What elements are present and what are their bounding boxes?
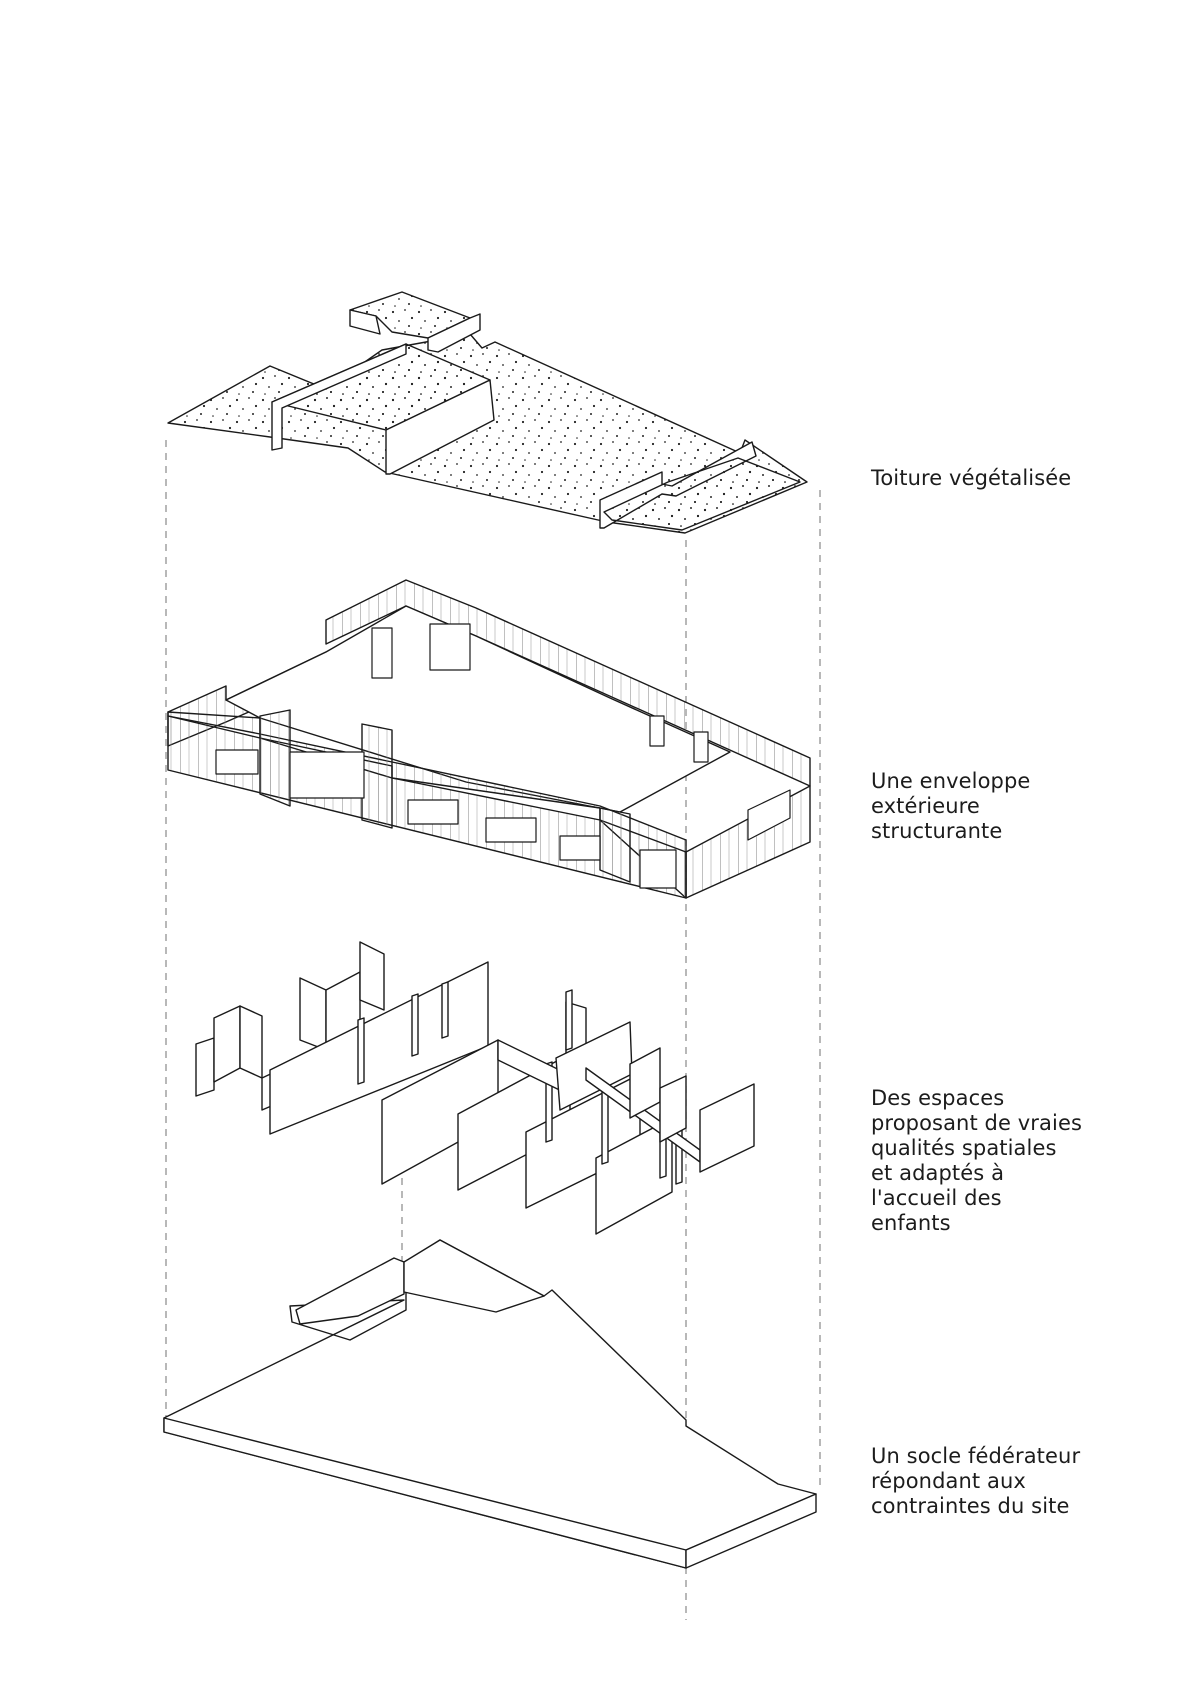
window [408,800,458,824]
partition-post [412,994,418,1056]
partition [300,978,326,1050]
label-envelope: Une enveloppe extérieure structurante [871,769,1031,843]
partition [700,1084,754,1172]
partition [630,1048,660,1118]
partition-post [358,1018,364,1084]
roof-layer [168,292,807,533]
envelope-right-wall [686,786,810,898]
envelope-layer [168,580,810,898]
partition-post [602,1088,608,1164]
window [216,750,258,774]
window [694,732,708,762]
partition [214,1006,240,1082]
partition-post [566,990,572,1050]
base-notch [296,1258,404,1324]
window [650,716,664,746]
envelope-tower-mid [362,724,392,828]
window [560,836,600,860]
window [290,752,364,798]
partition [196,1038,214,1096]
window [640,850,676,888]
partition [360,942,384,1010]
base-layer [164,1240,816,1568]
window [486,818,536,842]
window [430,624,470,670]
partition-post [442,982,448,1038]
window [372,628,392,678]
envelope-tower-right [600,808,630,882]
spaces-layer [196,942,754,1234]
label-roof: Toiture végétalisée [871,466,1072,490]
partition [240,1006,262,1078]
label-base: Un socle fédérateur répondant aux contraintes du site [871,1444,1081,1518]
label-spaces: Des espaces proposant de vraies qualités spatiales et adaptés à l'accueil des enfants [871,1086,1083,1235]
envelope-tower-left [260,710,290,806]
